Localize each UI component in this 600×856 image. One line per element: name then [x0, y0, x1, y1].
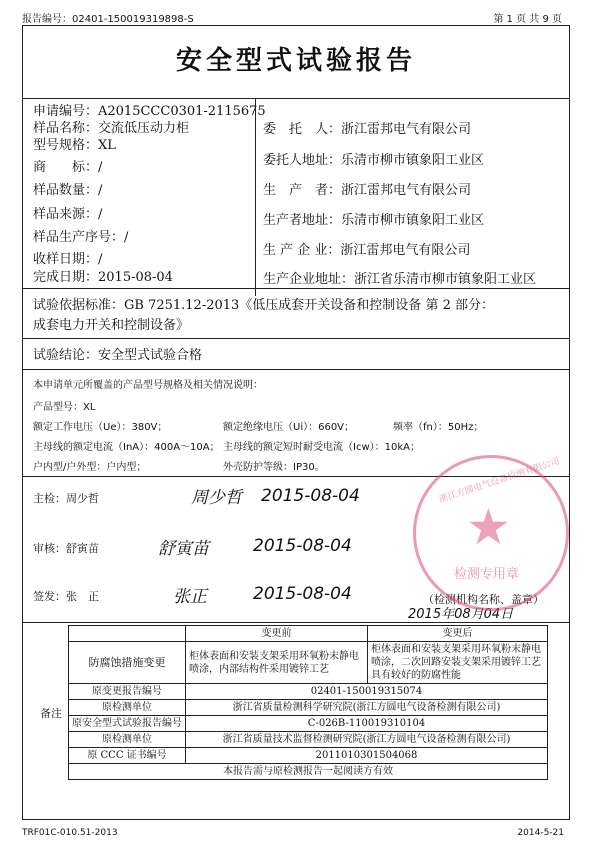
- table-row: [69, 626, 548, 642]
- receive-date: 收样日期：/: [33, 252, 103, 267]
- main-date: 2015-08-04: [261, 486, 360, 506]
- form-date: 2014-5-21: [517, 828, 564, 838]
- table-row: [69, 764, 548, 780]
- divider: [23, 98, 569, 99]
- apply-no: 申请编号：A2015CCC0301-2115675: [33, 104, 266, 119]
- rated-voltage: 额定工作电压（Ue）：380V；: [33, 422, 168, 433]
- main-signature: 周少哲: [191, 488, 242, 508]
- page-number: 第 1 页 共 9 页: [493, 14, 562, 25]
- test-basis-2: 成套电力开关和控制设备》: [33, 318, 190, 333]
- table-row: 原安全型式试验报告编号 C-026B-110019310104: [69, 716, 548, 732]
- sample-qty: 样品数量：/: [33, 183, 103, 198]
- table-row: [69, 642, 548, 684]
- factory: 浙江雷邦电气有限公司: [340, 243, 471, 258]
- after-value: 柜体表面和安装支架采用环氧粉末静电喷涂，二次回路安装支架采用镀锌工艺具有较好的防腐性能: [368, 642, 548, 684]
- client: 浙江雷邦电气有限公司: [341, 122, 472, 137]
- change-table: [68, 625, 548, 780]
- report-header: [0, 0, 600, 28]
- info-divider: [255, 98, 256, 296]
- report-number: 报告编号：02401-150019319898-S: [22, 14, 194, 25]
- factory-address: 浙江省乐清市柳市镇象阳工业区: [354, 272, 537, 287]
- report-title: 安全型式试验报告: [175, 46, 416, 76]
- table-row: 原检测单位 浙江省质量检测科学研究院(浙江方圆电气设备检测有限公司): [69, 700, 548, 716]
- table-footer: 本报告需与原检测报告一起阅读方有效: [69, 764, 548, 780]
- issuer: 签发：张 正: [33, 590, 99, 603]
- sample-source: 样品来源：/: [33, 207, 103, 222]
- indoor-type: 户内型/户外型：户内型；: [33, 462, 147, 473]
- issue-date: 2015-08-04: [253, 584, 352, 604]
- stamp-text: 检测专用章: [454, 567, 520, 582]
- main-inspector: 主检：周少哲: [33, 492, 99, 505]
- withstand-current: 主母线的额定短时耐受电流（Icw）：10kA；: [223, 442, 420, 453]
- issue-signature: 张正: [173, 587, 207, 607]
- before-value: 柜体表面和安装支架采用环氧粉末静电喷涂，内部结构件采用镀锌工艺: [186, 642, 368, 684]
- test-basis: 试验依据标准：GB 7251.12-2013《低压成套开关设备和控制设备 第 2 部分：: [33, 298, 494, 313]
- insulation-voltage: 额定绝缘电压（Ui）：660V；: [223, 422, 355, 433]
- star-icon: ★: [466, 498, 511, 556]
- table-row: 原变更报告编号 02401-150019315074: [69, 684, 548, 700]
- client-address: 乐清市柳市镇象阳工业区: [341, 153, 485, 168]
- review-date: 2015-08-04: [253, 536, 352, 556]
- model: 型号规格：XL: [33, 138, 116, 153]
- table-row: 原 CCC 证书编号 2011010301504068: [69, 748, 548, 764]
- stamp-note: （检测机构名称、盖章）: [423, 593, 544, 606]
- rated-current: 主母线的额定电流（InA）：400A～10A；: [33, 442, 220, 453]
- sample-serial: 样品生产序号：/: [33, 230, 129, 245]
- producer: 浙江雷邦电气有限公司: [341, 183, 472, 198]
- stamp-ring-text: 浙江方圆电气设备检测有限公司: [438, 456, 561, 506]
- ip-rating: 外壳防护等级：IP30。: [223, 462, 325, 473]
- scope-intro: 本申请单元所覆盖的产品型号规格及相关情况说明：: [33, 380, 263, 391]
- trademark: 商 标：/: [33, 160, 103, 175]
- header-before: 变更前: [186, 626, 368, 642]
- stamp-date: 2015年08月04日: [408, 607, 514, 622]
- remark-label: 备注: [40, 707, 62, 720]
- row-label: 防腐蚀措施变更: [69, 642, 186, 684]
- review-signature: 舒寅苗: [158, 539, 209, 559]
- reviewer: 审核：舒寅苗: [33, 542, 99, 555]
- header-after: 变更后: [368, 626, 548, 642]
- stamp-icon: [413, 455, 569, 611]
- test-conclusion: 试验结论：安全型式试验合格: [33, 348, 203, 363]
- finish-date: 完成日期：2015-08-04: [33, 270, 173, 285]
- sample-name: 样品名称：交流低压动力柜: [33, 121, 190, 136]
- report-frame: 安全型式试验报告 申请编号：A2015CCC0301-2115675 样品名称：交流低压动力柜 型号规格：XL 商 标：/ 样品数量：/ 样品来源：/ 样品生产序号：/ 收样日期：/ 完成日期：2015-08-04 委 托 人：浙江雷邦电气有限公司 委托人地址：乐清市柳市镇象阳工业区 生 产 者：浙江雷邦电气有限公司 生产者地址：乐清市柳市镇象阳工业区 生 产 企 业：浙江雷邦电气有限公司 生产企业地址：浙江省乐清市柳市镇象阳工业区 试验依据标准：GB 7251.12-2013《低压成套开关设备和控制设备 第 2 部分： 成套电力开关和控制设备》 试验结论：安全型式试验合格 本申请单元所覆盖的产品型号规格及相关情况说明： 产品型号：XL 额定工作电压（Ue）：380V； 额定绝缘电压（Ui）：660V； 频率（fn）：50Hz； 主母线的额定电流（InA）：400A～10A； 主母线的额定短时耐受电流（Icw）：10kA； 户内型/户外型：户内型； 外壳防护等级：IP30。 主检：周少哲 周少哲 2015-08-04 审核：舒寅苗 舒寅苗 2015-08-04 签发：张 正 张正 2015-08-04 （检测机构名称、盖章） 2015年08月04日: [22, 25, 570, 820]
- producer-address: 乐清市柳市镇象阳工业区: [341, 213, 485, 228]
- product-model: 产品型号：XL: [33, 402, 96, 413]
- form-code: TRF01C-010.51-2013: [22, 828, 118, 838]
- frequency: 频率（fn）：50Hz；: [393, 422, 484, 433]
- table-row: 原检测单位 浙江省质量技术监督检测研究院(浙江方圆电气设备检测有限公司): [69, 732, 548, 748]
